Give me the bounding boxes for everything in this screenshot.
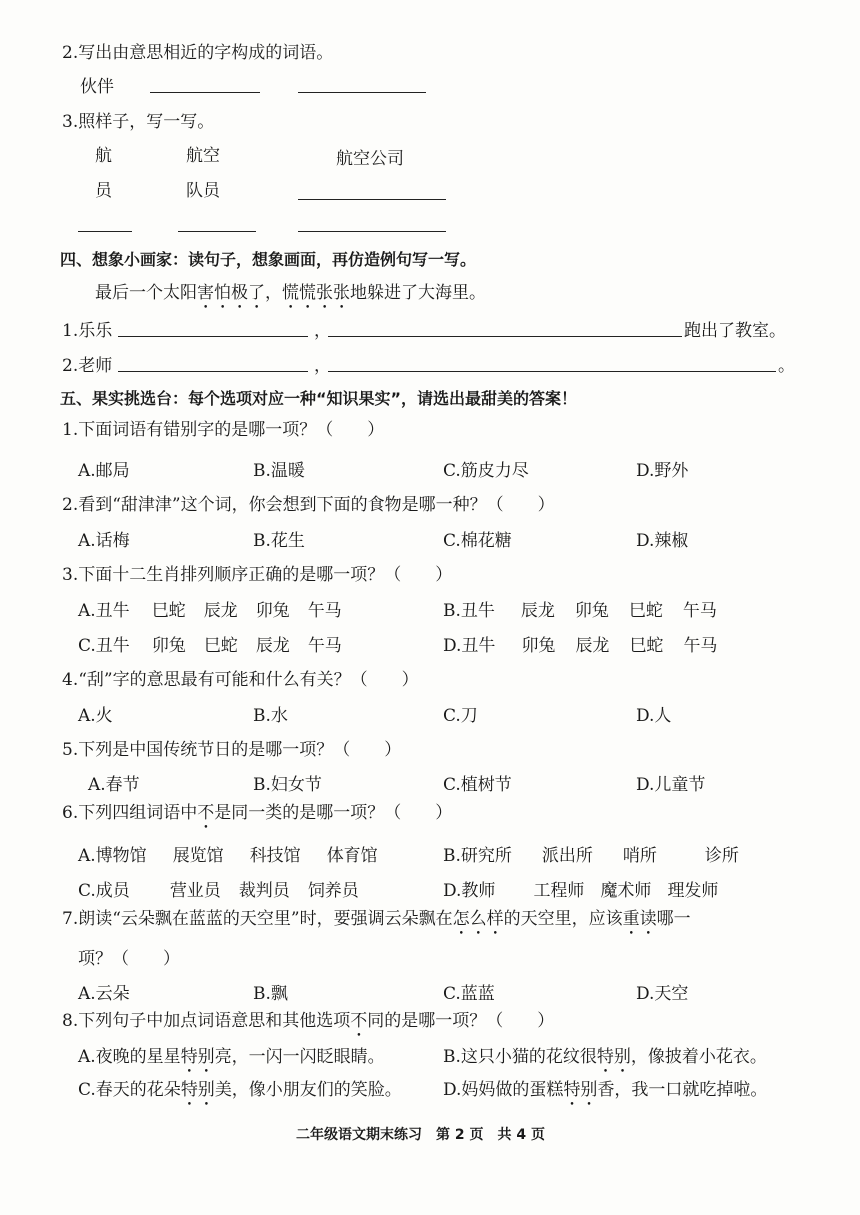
q4-option-d[interactable]: D.人 — [636, 706, 672, 726]
q4-option-b[interactable]: B.水 — [253, 706, 288, 726]
q7-option-a[interactable]: A.云朵 — [78, 984, 130, 1004]
q4-option-c[interactable]: C.刀 — [443, 706, 478, 726]
q3-stem: 3.下面十二生肖排列顺序正确的是哪一项？（ ） — [62, 565, 453, 585]
q3-option-b[interactable]: B.丑牛 辰龙 卯兔 巳蛇 午马 — [443, 601, 717, 621]
q3-example-char: 航 — [95, 146, 112, 166]
answer-line[interactable] — [328, 336, 682, 337]
s4-item-2-end: 。 — [778, 356, 795, 376]
q1-option-b[interactable]: B.温暖 — [253, 461, 305, 481]
q2-option-c[interactable]: C.棉花糖 — [443, 531, 512, 551]
s4-item-1-end: 跑出了教室。 — [684, 321, 786, 341]
q1-stem: 1.下面词语有错别字的是哪一项？（ ） — [62, 420, 385, 440]
q1-option-c[interactable]: C.筋皮力尽 — [443, 461, 529, 481]
q3-option-d[interactable]: D.丑牛 卯兔 辰龙 巳蛇 午马 — [443, 636, 718, 656]
q3-example-phrase: 航空公司 — [336, 149, 404, 169]
q2-option-b[interactable]: B.花生 — [253, 531, 305, 551]
q1-option-a[interactable]: A.邮局 — [78, 461, 130, 481]
answer-line — [150, 92, 260, 93]
q7-option-d[interactable]: D.天空 — [636, 984, 689, 1004]
answer-line — [298, 92, 426, 93]
q8-option-a[interactable]: A.夜晚的星星特别亮，一闪一闪眨眼睛。 — [78, 1047, 385, 1067]
q6-option-c[interactable]: C.成员 营业员 裁判员 饲养员 — [78, 881, 359, 901]
q5-option-a[interactable]: A.春节 — [88, 775, 140, 795]
q2-option-d[interactable]: D.辣椒 — [636, 531, 689, 551]
q6-stem: 6.下列四组词语中不是同一类的是哪一项？（ ） — [62, 803, 453, 823]
answer-line — [178, 231, 256, 232]
s4-item-1-label: 1.乐乐 — [62, 321, 113, 341]
q1-option-d[interactable]: D.野外 — [636, 461, 689, 481]
s4-item-2-label: 2.老师 — [62, 356, 113, 376]
section-4-heading: 四、想象小画家：读句子，想象画面，再仿造例句写一写。 — [60, 250, 477, 269]
q5-option-b[interactable]: B.妇女节 — [253, 775, 322, 795]
q3-example-word: 航空 — [186, 146, 220, 166]
q5-option-d[interactable]: D.儿童节 — [636, 775, 706, 795]
answer-line[interactable] — [118, 371, 308, 372]
q7-stem: 7.朗读“云朵飘在蓝蓝的天空里”时，要强调云朵飘在怎么样的天空里，应该重读哪一 — [62, 909, 691, 929]
q2-title: 2.写出由意思相近的字构成的词语。 — [62, 43, 334, 63]
q4-stem: 4.“刮”字的意思最有可能和什么有关？（ ） — [62, 670, 419, 690]
answer-line — [78, 231, 132, 232]
q2-option-a[interactable]: A.话梅 — [78, 531, 130, 551]
answer-line[interactable] — [118, 336, 308, 337]
q8-option-c[interactable]: C.春天的花朵特别美，像小朋友们的笑脸。 — [78, 1080, 402, 1100]
q7-option-b[interactable]: B.飘 — [253, 984, 288, 1004]
answer-line — [298, 231, 446, 232]
q4-option-a[interactable]: A.火 — [78, 706, 113, 726]
q3-title: 3.照样子，写一写。 — [62, 112, 215, 132]
q3-option-c[interactable]: C.丑牛 卯兔 巳蛇 辰龙 午马 — [78, 636, 342, 656]
comma: ， — [314, 356, 331, 376]
q6-option-a[interactable]: A.博物馆 展览馆 科技馆 体育馆 — [78, 846, 378, 866]
q6-option-b[interactable]: B.研究所 派出所 哨所 诊所 — [443, 846, 739, 866]
q3-word: 队员 — [186, 181, 220, 201]
answer-line[interactable] — [328, 371, 776, 372]
q8-option-d[interactable]: D.妈妈做的蛋糕特别香，我一口就吃掉啦。 — [443, 1080, 768, 1100]
section-5-heading: 五、果实挑选台：每个选项对应一种“知识果实”，请选出最甜美的答案！ — [60, 389, 578, 408]
comma: ， — [314, 321, 331, 341]
q3-char: 员 — [95, 181, 112, 201]
page-footer: 二年级语文期末练习 第 2 页 共 4 页 — [296, 1127, 545, 1143]
q5-option-c[interactable]: C.植树节 — [443, 775, 512, 795]
q3-option-a[interactable]: A.丑牛 巳蛇 辰龙 卯兔 午马 — [78, 601, 342, 621]
q2-stem: 2.看到“甜津津”这个词，你会想到下面的食物是哪一种？（ ） — [62, 495, 555, 515]
q2-word: 伙伴 — [80, 77, 114, 97]
q8-option-b[interactable]: B.这只小猫的花纹很特别，像披着小花衣。 — [443, 1047, 767, 1067]
q5-stem: 5.下列是中国传统节日的是哪一项？（ ） — [62, 740, 402, 760]
q6-option-d[interactable]: D.教师 工程师 魔术师 理发师 — [443, 881, 719, 901]
answer-line — [298, 199, 446, 200]
s4-example: 最后一个太阳害怕极了，慌慌张张地躲进了大海里。 — [95, 283, 486, 303]
q7-stem-line2: 项？（ ） — [78, 949, 180, 969]
q8-stem: 8.下列句子中加点词语意思和其他选项不同的是哪一项？（ ） — [62, 1011, 555, 1031]
q7-option-c[interactable]: C.蓝蓝 — [443, 984, 495, 1004]
